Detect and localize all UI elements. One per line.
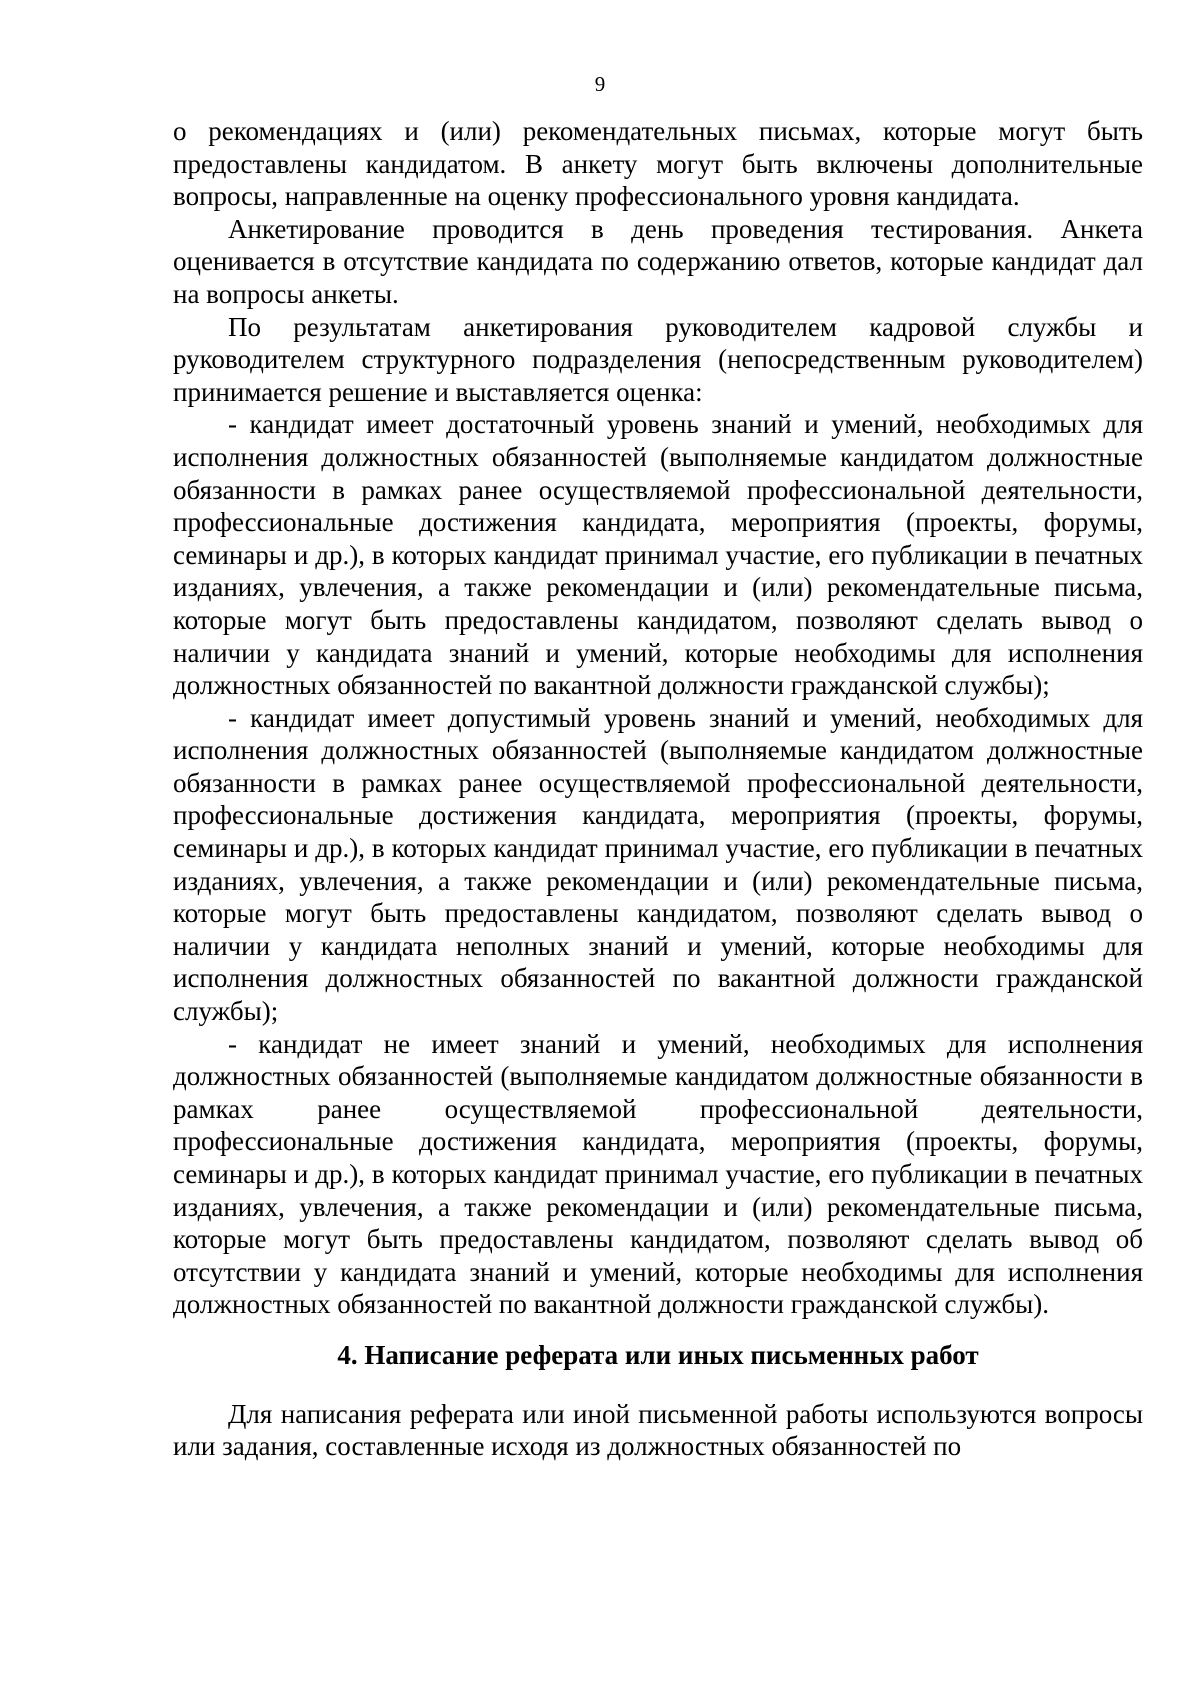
paragraph-essay-questions: Для написания реферата или иной письменной работы используются вопросы или задания, составленные исходя из должностных обязанностей по — [173, 1398, 1143, 1462]
list-item-no-knowledge: - кандидат не имеет знаний и умений, необходимых для исполнения должностных обязанностей (выполняемые кандидатом должностные обязанности в рамках ранее осуществляемой профессиональной деятельности, профессиональные достижения кандидата, мероприятия (проекты, форумы, семинары и др.), в которых кандидат принимал участие, его публикации в печатных изданиях, увлечения, а также рекомендации и (или) рекомендательные письма, которые могут быть предоставлены кандидатом, позволяют сделать вывод об отсутствии у кандидата знаний и умений, которые необходимы для исполнения должностных обязанностей по вакантной должности гражданской службы). — [173, 1028, 1143, 1320]
paragraph-continuation: о рекомендациях и (или) рекомендательных письмах, которые могут быть предоставлены кандидатом. В анкету могут быть включены дополнительные вопросы, направленные на оценку профессионального уровня кандидата. — [173, 116, 1143, 212]
list-item-acceptable-level: - кандидат имеет допустимый уровень знаний и умений, необходимых для исполнения должностных обязанностей (выполняемые кандидатом должностные обязанности в рамках ранее осуществляемой профессиональной деятельности, профессиональные достижения кандидата, мероприятия (проекты, форумы, семинары и др.), в которых кандидат принимал участие, его публикации в печатных изданиях, увлечения, а также рекомендации и (или) рекомендательные письма, которые могут быть предоставлены кандидатом, позволяют сделать вывод о наличии у кандидата неполных знаний и умений, которые необходимы для исполнения должностных обязанностей по вакантной должности гражданской службы); — [173, 702, 1143, 1027]
page-number: 9 — [594, 72, 606, 96]
list-item-sufficient-level: - кандидат имеет достаточный уровень знаний и умений, необходимых для исполнения должностных обязанностей (выполняемые кандидатом должностные обязанности в рамках ранее осуществляемой профессиональной деятельности, профессиональные достижения кандидата, мероприятия (проекты, форумы, семинары и др.), в которых кандидат принимал участие, его публикации в печатных изданиях, увлечения, а также рекомендации и (или) рекомендательные письма, которые могут быть предоставлены кандидатом, позволяют сделать вывод о наличии у кандидата знаний и умений, которые необходимы для исполнения должностных обязанностей по вакантной должности гражданской службы); — [173, 409, 1143, 701]
paragraph-assessment-intro: По результатам анкетирования руководителем кадровой службы и руководителем структурного подразделения (непосредственным руководителем) принимается решение и выставляется оценка: — [173, 311, 1143, 407]
document-body — [173, 115, 1143, 1463]
section-heading: 4. Написание реферата или иных письменных работ — [337, 1339, 979, 1370]
paragraph-questionnaire-conduct: Анкетирование проводится в день проведения тестирования. Анкета оценивается в отсутствие кандидата по содержанию ответов, которые кандидат дал на вопросы анкеты. — [173, 213, 1143, 309]
